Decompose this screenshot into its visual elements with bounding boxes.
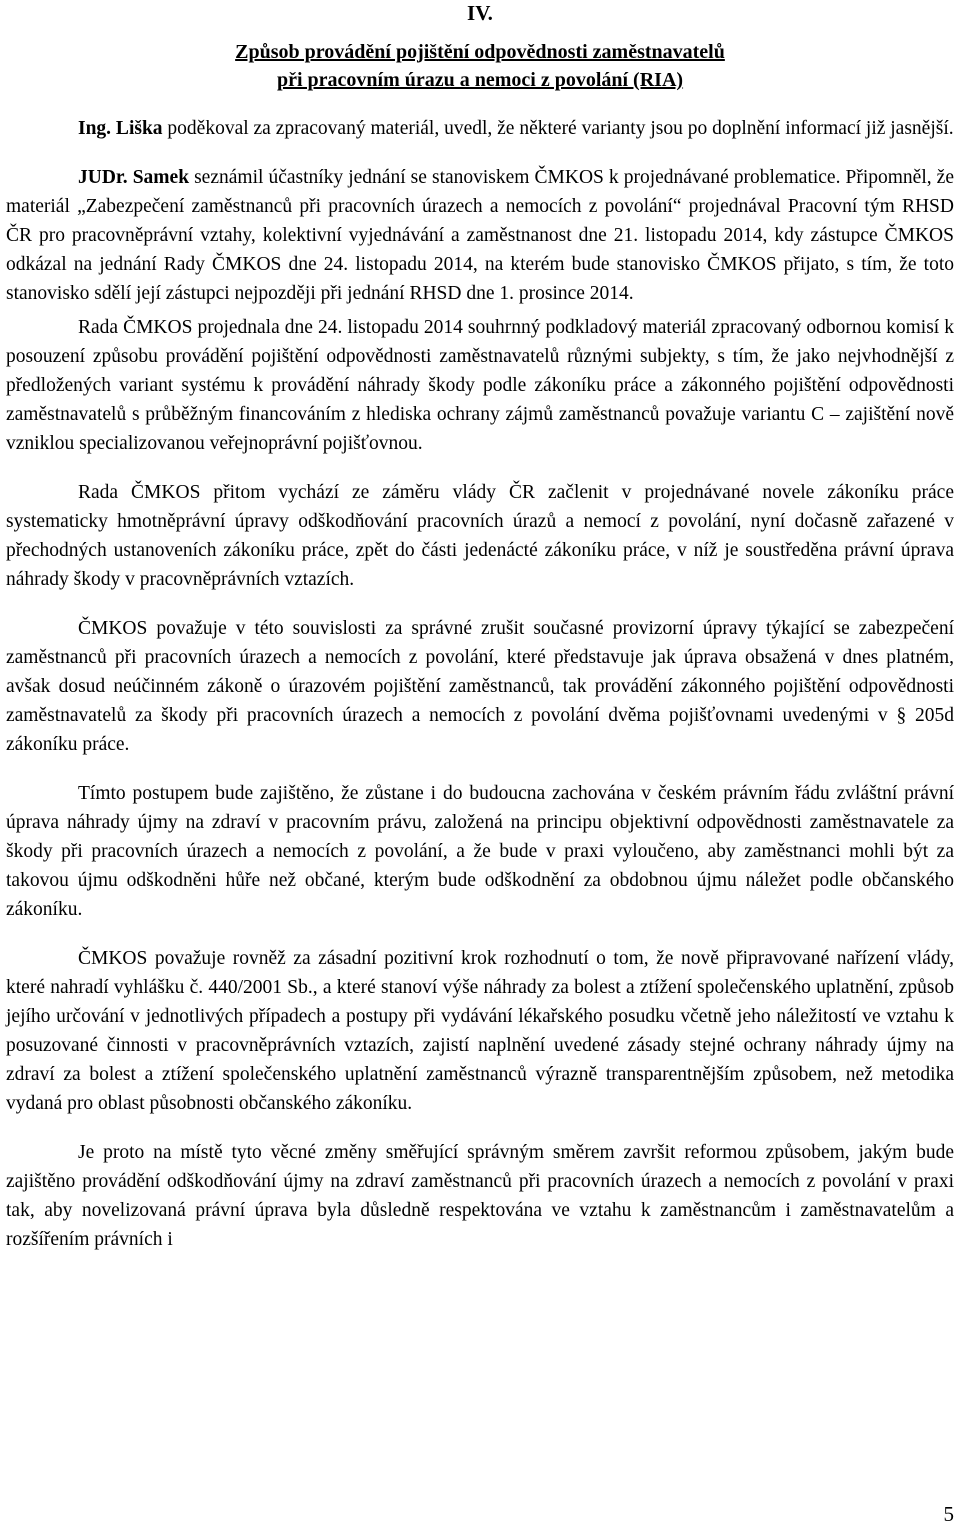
section-number: IV. xyxy=(467,1,493,25)
paragraph-rada-projednala: Rada ČMKOS projednala dne 24. listopadu 2014 souhrnný podkladový materiál zpracovaný odbornou komisí k posouzení způsobu provádění pojištění odpovědnosti zaměstnavatelů různými subjekty, s tím, že jako nejvhodnější z předložených variant systému k provádění náhrady škody podle zákoníku práce a zákonného pojištění odpovědnosti zaměstnavatelů s průběžným financováním z hlediska ochrany zájmů zaměstnanců považuje variantu C – zajištění nově vzniklou specializovanou veřejnoprávní pojišťovnou. xyxy=(6,317,954,454)
speaker-name: JUDr. Samek xyxy=(78,167,190,188)
paragraph-timto-postupem: Tímto postupem bude zajištěno, že zůstane i do budoucna zachována v českém právním řádu zvláštní právní úprava náhrady újmy na zdraví v pracovním právu, založená na principu objektivní odpovědnosti zaměstnavatele za škody při pracovních úrazech a nemocích z povolání, a že bude v praxi vyloučeno, aby zaměstnanci mohli být za takovou újmu odškodněni hůře než občané, kterým bude odškodnění za obdobnou újmu náležet podle občanského zákoníku. xyxy=(6,783,954,920)
paragraph-rada-vychazi: Rada ČMKOS přitom vychází ze záměru vlády ČR začlenit v projednávané novele zákoníku práce systematicky hmotněprávní úpravy odškodňování pracovních úrazů a nemocí z povolání, nyní dočasně zařazené v přechodných ustanoveních zákoníku práce, zpět do části jedenácté zákoníku práce, v níž je soustředěna právní úprava náhrady škody v pracovněprávních vztazích. xyxy=(6,482,954,590)
paragraph-cmkos-povazuje: ČMKOS považuje v této souvislosti za správné zrušit současné provizorní úpravy týkající se zabezpečení zaměstnanců při pracovních úrazech a nemocích z povolání, které představuje jak úprava obsažená v dnes platném, avšak dosud neúčinném zákoně o úrazovém pojištění zaměstnanců, tak provádění zákonného pojištění odpovědnosti zaměstnavatelů za škody při pracovních úrazech a nemocích z povolání dvěma pojišťovnami uvedenými v § 205d zákoníku práce. xyxy=(6,618,954,755)
page-number: 5 xyxy=(943,1502,954,1526)
section-title xyxy=(6,38,954,94)
paragraph-text: seznámil účastníky jednání se stanoviskem ČMKOS k projednávané problematice. Připomněl, že materiál „Zabezpečení zaměstnanců při pracovních úrazech a nemocích z povolání“ projednával Pracovní tým RHSD ČR pro pracovněprávní vztahy, kolektivní vyjednávání a zaměstnanost dne 21. listopadu 2014, kdy zástupce ČMKOS odkázal na jednání Rady ČMKOS dne 24. listopadu 2014, na kterém bude stanovisko ČMKOS přijato, s tím, že toto stanovisko sdělí její zástupci nejpozději při jednání RHSD dne 1. prosince 2014. xyxy=(6,167,954,304)
paragraph-liska xyxy=(6,114,954,143)
paragraph-samek xyxy=(6,163,954,308)
paragraph-je-proto: Je proto na místě tyto věcné změny směřující správným směrem završit reformou způsobem, jakým bude zajištěno provádění odškodňování újmy na zdraví zaměstnanců při pracovních úrazech a nemocích z povolání v praxi tak, aby novelizovaná právní úprava byla důsledně respektována ve vztahu k zaměstnancům i zaměstnavatelům a rozšířením právních i xyxy=(6,1142,954,1250)
speaker-name: Ing. Liška xyxy=(78,118,163,139)
section-title-line-1: Způsob provádění pojištění odpovědnosti zaměstnavatelů xyxy=(235,41,725,63)
section-title-line-2: při pracovním úrazu a nemoci z povolání (RIA) xyxy=(276,69,684,91)
document-page xyxy=(6,0,954,1254)
paragraph-cmkos-rovnez: ČMKOS považuje rovněž za zásadní pozitivní krok rozhodnutí o tom, že nově připravované nařízení vlády, které nahradí vyhlášku č. 440/2001 Sb., a které stanoví výše náhrady za bolest a ztížení společenského uplatnění, způsob jejího určování v jednotlivých případech a postupy při vydávání lékařského posudku včetně jeho náležitostí ve vztahu k posuzované činnosti v pracovněprávních vztazích, zajistí naplnění uvedené zásady stejné ochrany náhrady újmy na zdraví za bolest a ztížení společenského uplatnění zaměstnanců výrazně transparentnějším způsobem, než metodika vydaná pro oblast působnosti občanského zákoníku. xyxy=(6,948,954,1114)
paragraph-text: poděkoval za zpracovaný materiál, uvedl, že některé varianty jsou po doplnění informací již jasnější. xyxy=(162,118,954,139)
